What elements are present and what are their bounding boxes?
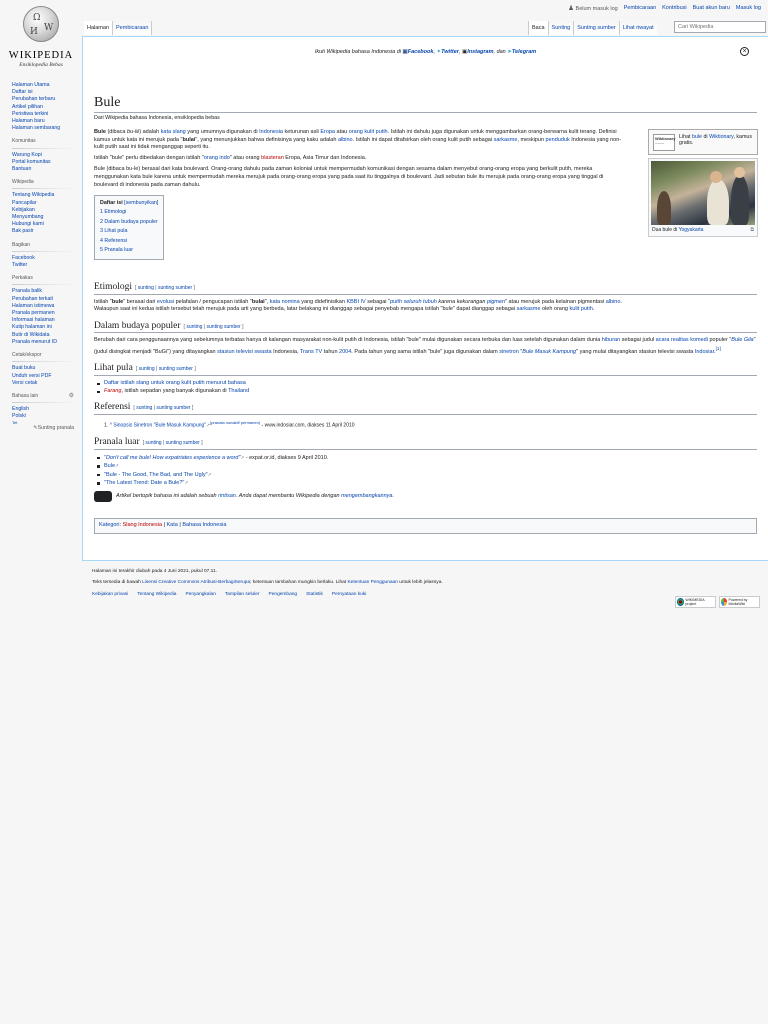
external-link-icon: ↗ — [207, 471, 212, 477]
speech-bubbles-icon — [94, 491, 112, 502]
link-eropa[interactable]: Eropa — [320, 129, 335, 135]
sidebar-item-permalink[interactable]: Pranala permanen — [12, 310, 55, 317]
footer — [92, 569, 762, 598]
link-pigmen[interactable]: pigmen — [486, 298, 506, 305]
footer-icons — [675, 596, 760, 608]
sidebar-lang-english[interactable]: English — [12, 406, 30, 413]
link-blasteran[interactable]: blasteran — [261, 155, 284, 162]
sidebar — [12, 82, 74, 437]
lead-paragraph-2: Istilah "bule" perlu dibedakan dengan istilah "orang indo" atau orang blasteran Eropa, Asia Timur dan Indonesia. — [94, 155, 367, 162]
last-edited: Halaman ini terakhir diubah pada 4 Juni 2021, pukul 07.11. — [92, 569, 217, 574]
external-link-icon: ↗ — [206, 422, 210, 428]
link-komedi[interactable]: komedi — [690, 337, 708, 344]
footer-developers[interactable]: Pengembang — [268, 592, 298, 597]
external-link[interactable]: "Don't call me bule! How expatriates experience a word" — [104, 454, 241, 461]
edit-link[interactable]: sunting — [186, 323, 203, 330]
sidebar-item-contact[interactable]: Hubungi kami — [12, 221, 44, 228]
view-tabs — [528, 21, 657, 35]
mediawiki-logo-icon — [721, 598, 727, 606]
link-daftar-istilah-slang[interactable]: Daftar istilah slang untuk orang kulit putih menurut bahasa — [104, 379, 246, 386]
sidebar-lang-polski[interactable]: Polski — [12, 413, 26, 420]
personal-contributions-link[interactable]: Kontribusi — [662, 5, 687, 11]
external-link[interactable]: "The Latest Trend: Date a Bule?" — [104, 480, 185, 487]
wikimedia-project-badge[interactable]: WIKIMEDIA project — [675, 596, 716, 608]
sidebar-heading: Perkakas — [12, 275, 74, 285]
link-orang-kulit-putih[interactable]: orang kulit putih — [348, 129, 388, 135]
link-bule-gila[interactable]: Bule Gila — [731, 337, 754, 344]
link-albino-2[interactable]: albino — [605, 298, 621, 305]
logo-tagline: Ensiklopedia Bebas — [19, 62, 63, 68]
sidebar-item-print[interactable]: Versi cetak — [12, 379, 38, 386]
thumbnail-caption: Dua bule di Yogyakarta ⧉ — [652, 227, 754, 233]
edit-source-link[interactable]: sunting sumber — [156, 405, 191, 412]
logo-wordmark: WIKIPEDIA — [8, 50, 74, 61]
sidebar-item-special-pages[interactable]: Halaman istimewa — [12, 302, 55, 309]
sidebar-heading: Cetak/ekspor — [12, 352, 74, 362]
external-link[interactable]: "Bule - The Good, The Bad, and The Ugly" — [104, 471, 208, 478]
link-farang[interactable]: Farang — [104, 387, 122, 394]
notice-telegram-link[interactable]: Telegram — [511, 49, 537, 55]
telegram-icon: ➤ — [507, 49, 512, 55]
link-2004[interactable]: 2004 — [339, 348, 352, 355]
puzzle-globe-icon: Ω W И — [23, 6, 59, 42]
mediawiki-badge[interactable]: Powered by MediaWiki — [719, 596, 760, 608]
section-heading-etimologi: Etimologi [ sunting | sunting sumber ] — [94, 284, 757, 295]
caption-link-yogyakarta[interactable]: Yogyakarta — [678, 227, 704, 233]
sidebar-lang-tetun[interactable]: Tet — [12, 420, 18, 425]
sidebar-item-pillars[interactable]: Pancapilar — [12, 199, 37, 206]
tab-read[interactable]: Baca — [528, 21, 548, 35]
notice-facebook-link[interactable]: Facebook — [407, 49, 434, 55]
link-kata-nomina[interactable]: kata nomina — [269, 298, 300, 305]
dead-link-note[interactable]: (pranala nonaktif permanen) — [209, 419, 261, 425]
sidebar-item-main-page[interactable]: Halaman Utama — [12, 82, 50, 88]
pencil-icon: ✎ — [33, 424, 38, 431]
sidebar-item-random[interactable]: Halaman sembarang — [12, 125, 61, 132]
personal-talk-link[interactable]: Pembicaraan — [623, 5, 657, 11]
sidebar-navigation — [12, 82, 74, 132]
sidebar-item-whatlinkshere[interactable]: Pranala balik — [12, 288, 42, 295]
sidebar-item-related-changes[interactable]: Perubahan terkait — [12, 295, 53, 302]
list-item: "Don't call me bule! How expatriates experience a word"↗ - expat.or.id, diakses 9 April 2010. — [94, 454, 757, 463]
category-bahasa-indonesia[interactable]: Bahasa Indonesia — [182, 521, 227, 528]
list-item: Farang, istilah sepadan yang banyak digunakan di Thailand — [94, 388, 757, 396]
edit-source-link[interactable]: sunting sumber — [206, 323, 241, 330]
namespace-tabs — [84, 21, 152, 35]
link-orang-indo[interactable]: orang indo — [203, 155, 230, 162]
section-heading-lihat-pula: Lihat pula [ sunting | sunting sumber ] — [94, 365, 757, 376]
sidebar-wikipedia — [12, 179, 74, 235]
wikimedia-logo-icon — [677, 598, 684, 606]
close-icon[interactable]: × — [740, 47, 749, 56]
toc-item-referensi[interactable]: 4 Referensi — [100, 237, 128, 244]
edit-link[interactable]: sunting — [138, 366, 155, 373]
user-icon: ♟ — [568, 5, 574, 12]
login-link[interactable]: Masuk log — [735, 5, 761, 11]
see-also-list — [94, 380, 757, 395]
edit-link[interactable]: sunting — [145, 440, 162, 447]
link-kbbi[interactable]: KBBI IV — [346, 298, 366, 305]
sidebar-item-about[interactable]: Tentang Wikipedia — [12, 192, 55, 199]
categories-label[interactable]: Kategori — [99, 521, 120, 528]
tab-talk[interactable]: Pembicaraan — [113, 21, 152, 35]
external-link-icon: ↗ — [240, 454, 245, 460]
search-input[interactable] — [674, 21, 766, 33]
list-item — [94, 462, 757, 471]
sidebar-print — [12, 352, 74, 387]
stub-notice: Artikel bertopik bahasa ini adalah sebuah rintisan. Anda dapat membantu Wikipedia dengan mengembangkannya. — [94, 491, 757, 502]
facebook-icon: ▣ — [402, 49, 408, 55]
list-item — [94, 471, 757, 480]
link-sinetron[interactable]: sinetron — [499, 348, 519, 355]
tab-history[interactable]: Lihat riwayat — [619, 21, 657, 35]
lead-paragraph-1: Bule (dibaca bu-lé) adalah kata slang yang umumnya digunakan di Indonesia keturunan asli Eropa atau orang kulit putih. Istilah ini dahulu juga digunakan untuk menggambarkan orang-berwarna kulit terang. Definisi kamus untuk kata ini merujuk pada "bulai", yang menunjukkan bahwa definisinya yang kaku adalah albino. Istilah ini dapat ditafsirkan oleh orang kulit putih sebagai sarkasme, meskipun penduduk Indonesia yang non-kulit putih saat ini tidak menganggap seperti itu. — [94, 129, 622, 151]
sidebar-item-warung-kopi[interactable]: Warung Kopi — [12, 151, 42, 158]
etimologi-paragraph-1: Istilah "bule" berasal dari evolusi pelafalan / pengucapan istilah "bulai", kata nomina yang didefinisikan KBBI IV sebagai "putih seluruh tubuh karena kekurangan pigmen" atau merujuk pada kelainan pigmentasi albino. Walaupun saat ini kedua istilah tersebut telah merujuk pada arti yang berbeda, latar belakang ini dianggap sebagai penyebab mengapa istilah "bule" dapat dianggap sebagai sarkasme oleh orang kulit putih. — [94, 298, 622, 313]
section-heading-pranala-luar: Pranala luar [ sunting | sunting sumber ] — [94, 439, 757, 450]
citation-1[interactable]: [1] — [715, 345, 721, 351]
link-acara-realitas[interactable]: acara realitas — [655, 337, 689, 344]
link-indonesia[interactable]: Indonesia — [259, 129, 283, 135]
toc-item-lihat-pula[interactable]: 3 Lihat pula — [100, 228, 128, 235]
sidebar-item-portal[interactable]: Portal komunitas — [12, 158, 51, 165]
instagram-icon: ▣ — [462, 49, 468, 55]
link-kulit-putih[interactable]: kulit putih — [569, 306, 593, 313]
toc-item-pranala-luar[interactable]: 5 Pranala luar — [100, 247, 133, 254]
link-tubuh[interactable]: tubuh — [423, 298, 437, 305]
tab-edit[interactable]: Sunting — [548, 21, 574, 35]
section-heading-budaya: Dalam budaya populer [ sunting | sunting sumber ] — [94, 323, 757, 334]
sidebar-item-book[interactable]: Buat buku — [12, 365, 36, 372]
footer-mobile[interactable]: Tampilan seluler — [224, 592, 260, 597]
wiktionary-logo-icon: Wiktionary ~~~~ — [653, 134, 675, 151]
footer-disclaimer[interactable]: Penyangkalan — [185, 592, 216, 597]
sidebar-tools — [12, 275, 74, 346]
link-seluruh[interactable]: seluruh — [403, 298, 422, 305]
terms-link[interactable]: Ketentuan Penggunaan — [347, 580, 398, 585]
ref-link[interactable]: Sinopsis Sinetron "Bule Masuk Kampung" — [113, 422, 207, 429]
sidebar-item-page-info[interactable]: Informasi halaman — [12, 317, 55, 324]
footer-links — [92, 592, 762, 598]
sidebar-heading: Komunitas — [12, 138, 74, 148]
sidebar-item-sandbox[interactable]: Bak pasir — [12, 228, 34, 235]
toc-title: Daftar isi — [100, 199, 123, 206]
link-sarkasme-2[interactable]: sarkasme — [516, 306, 541, 313]
external-link[interactable]: Bule — [104, 463, 116, 470]
tab-edit-source[interactable]: Sunting sumber — [573, 21, 619, 35]
edit-source-link[interactable]: sunting sumber — [165, 440, 200, 447]
anon-user: ♟ Belum masuk log — [568, 5, 618, 12]
content-area — [82, 36, 768, 561]
section-heading-referensi: Referensi [ sunting | sunting sumber ] — [94, 404, 757, 415]
sidebar-languages — [12, 393, 74, 432]
sidebar-item-contents[interactable]: Daftar isi — [12, 89, 33, 96]
thumbnail-image[interactable] — [651, 161, 755, 225]
link-kata-slang[interactable]: kata slang — [160, 129, 186, 135]
footer-about[interactable]: Tentang Wikipedia — [137, 592, 177, 597]
create-account-link[interactable]: Buat akun baru — [692, 5, 730, 11]
list-item — [94, 479, 757, 488]
edit-link[interactable]: sunting — [137, 285, 154, 291]
sidebar-share — [12, 242, 74, 270]
wikipedia-logo[interactable] — [8, 4, 74, 74]
lead-paragraph-3: Bule (dibaca bu-le) berasal dari kata boulevard. Orang-orang dahulu pada zaman kolonial untuk mempermudah komunikasi dengan sesama dalam menyebut orang-orang eropa yang berkulit putih, mereka menggunakan kata bule karena untuk mempermudah mereka merujuk pada orang-orang eropa yang pada saat itu tinggalnya di boulevard. Jadi sebutan bule itu merujuk pada orang-orang eropa yang tinggal di boulevard di indonesia pada zaman dahulu. — [94, 166, 604, 188]
references-list — [94, 419, 757, 430]
expand-link[interactable]: mengembangkannya — [341, 492, 393, 499]
sidebar-community — [12, 138, 74, 173]
sidebar-item-cite[interactable]: Kutip halaman ini — [12, 324, 52, 331]
link-trans-tv[interactable]: Trans TV — [299, 348, 323, 355]
stub-link[interactable]: rintisan — [218, 492, 236, 499]
sidebar-item-wikidata[interactable]: Butir di Wikidata — [12, 331, 50, 338]
link-sarkasme[interactable]: sarkasme — [493, 136, 518, 143]
gear-icon[interactable]: ⚙ — [68, 392, 74, 399]
toc-item-etimologi[interactable]: 1 Etimologi — [100, 209, 127, 216]
footer-stats[interactable]: Statistik — [306, 592, 323, 597]
wiktionary-word-link[interactable]: bule — [691, 134, 702, 140]
sidebar-item-link-by-id[interactable]: Pranala menurut ID — [12, 338, 57, 345]
link-penduduk[interactable]: penduduk — [545, 136, 570, 143]
category-slang-indonesia[interactable]: Slang Indonesia — [122, 521, 163, 528]
tab-article[interactable]: Halaman — [84, 21, 113, 35]
wiktionary-project-link[interactable]: Wiktionary — [709, 134, 734, 140]
personal-tools — [568, 4, 761, 12]
link-thailand[interactable]: Thailand — [228, 387, 250, 394]
sidebar-item-recent-changes[interactable]: Perubahan terbaru — [12, 96, 56, 103]
link-putih[interactable]: putih — [390, 298, 402, 305]
budaya-paragraph-1: Berubah dari cara penggunaannya yang sebelumnya terbatas hanya di kalangan masyarakat non-kulit putih di Indonesia, istilah "bule" mulai digunakan secara terbuka dan luas setelah digunakan dalam dunia hiburan sebagai judul acara realitas komedi populer "Bule Gila" (judul disingkat menjadi "BuGi") yang ditayangkan stasiun televisi swasta Indonesia, Trans TV tahun 2004. Pada tahun yang sama istilah "bule" juga digunakan dalam sinetron "Bule Masuk Kampung" yang mulai ditayangkan stasiun televisi swasta Indosiar.[1] — [94, 337, 756, 355]
notice-twitter-link[interactable]: Twitter — [441, 49, 459, 55]
external-link-icon: ↗ — [184, 480, 189, 486]
license-text: Teks tersedia di bawah Lisensi Creative Commons Atribusi-BerbagiSerupa; ketentuan tambahan mungkin berlaku. Lihat Ketentuan Penggunaan untuk lebih jelasnya. — [92, 580, 443, 585]
link-evolusi[interactable]: evolusi — [156, 298, 175, 305]
notice-instagram-link[interactable]: Instagram — [467, 49, 494, 55]
reference-item: 1. ^ Sinopsis Sinetron "Bule Masuk Kampung"↗$^{(pranala nonaktif permanen)}$ - www.indosiar.com, diakses 11 April 2010 — [104, 419, 355, 429]
category-links: Kategori: Slang Indonesia | Kata | Bahasa Indonesia — [94, 518, 757, 534]
ref-backlink[interactable]: ^ — [109, 422, 112, 429]
edit-source-link[interactable]: sunting sumber — [157, 285, 193, 291]
sidebar-item-new-pages[interactable]: Halaman baru — [12, 118, 45, 125]
site-notice: Ikuti Wikipedia bahasa Indonesia di ▣Facebook, ✦Twitter, ▣Instagram, dan ➤Telegram — [314, 49, 537, 55]
sidebar-item-help[interactable]: Bantuan — [12, 166, 32, 173]
sidebar-item-current-events[interactable]: Peristiwa terkini — [12, 110, 49, 117]
edit-source-link[interactable]: sunting sumber — [158, 366, 193, 373]
link-stasiun-televisi[interactable]: stasiun televisi swasta — [217, 348, 272, 355]
sidebar-item-policy[interactable]: Kebijakan — [12, 206, 35, 213]
sidebar-heading: Bahasa lain — [12, 393, 74, 403]
link-indosiar[interactable]: Indosiar — [694, 348, 715, 355]
footer-privacy[interactable]: Kebijakan privasi — [92, 592, 129, 597]
link-albino[interactable]: albino — [337, 136, 353, 143]
link-hiburan[interactable]: hiburan — [601, 337, 621, 344]
twitter-icon: ✦ — [436, 49, 442, 55]
page-title: Bule — [94, 95, 757, 113]
sidebar-item-twitter[interactable]: Twitter — [12, 262, 28, 269]
sidebar-item-facebook[interactable]: Facebook — [12, 254, 35, 261]
article-sections — [94, 277, 757, 534]
edit-link[interactable]: sunting — [136, 405, 153, 412]
toc-item-budaya[interactable]: 2 Dalam budaya populer — [100, 218, 158, 225]
link-bule-masuk-kampung[interactable]: Bule Masuk Kampung — [522, 348, 577, 355]
sidebar-heading: Wikipedia — [12, 179, 74, 189]
sidebar-item-pdf[interactable]: Unduh versi PDF — [12, 372, 52, 379]
article-body — [94, 129, 624, 266]
site-tagline: Dari Wikipedia bahasa Indonesia, ensiklopedia bebas — [94, 115, 220, 121]
external-link-icon: ↗ — [115, 463, 119, 469]
table-of-contents — [94, 195, 164, 260]
sidebar-item-featured[interactable]: Artikel pilihan — [12, 103, 43, 110]
external-links-list — [94, 454, 757, 488]
thumbnail — [648, 158, 758, 237]
edit-links[interactable]: ✎Sunting pranala — [33, 424, 74, 431]
wiktionary-box: Wiktionary ~~~~ Lihat bule di Wiktionary, kamus gratis. — [648, 129, 758, 155]
category-kata[interactable]: Kata — [166, 521, 178, 528]
list-item — [94, 380, 757, 388]
license-link[interactable]: Lisensi Creative Commons Atribusi-BerbagiSerupa — [142, 580, 251, 585]
sidebar-heading: Bagikan — [12, 242, 74, 252]
footer-cookies[interactable]: Pernyataan kuki — [331, 592, 367, 597]
toc-toggle[interactable]: [sembunyikan] — [124, 199, 159, 206]
sidebar-item-donate[interactable]: Menyumbang — [12, 214, 44, 221]
enlarge-icon[interactable]: ⧉ — [750, 227, 754, 233]
